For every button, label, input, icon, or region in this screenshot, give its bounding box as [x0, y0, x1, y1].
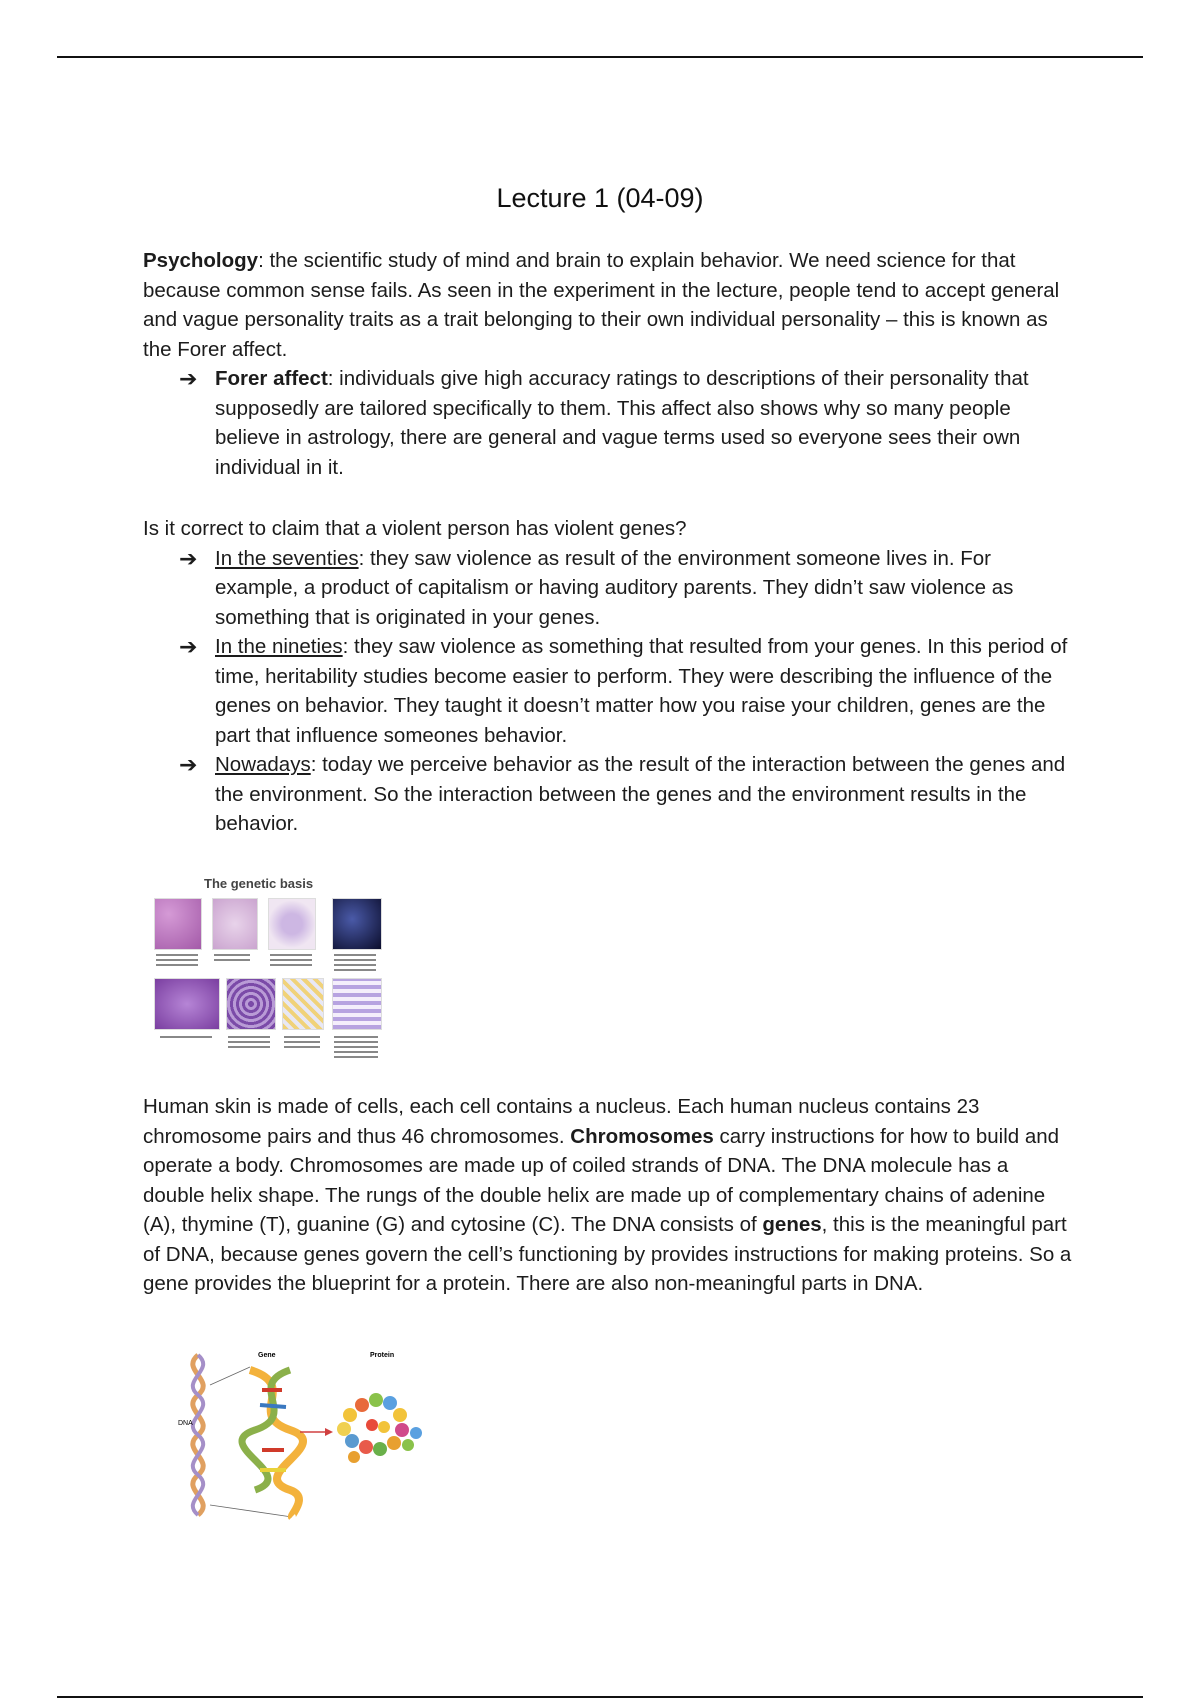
text-seventies: : they saw violence as result of the environment someone lives in. For example, a product of capitalism or having auditory parents. They didn’t saw violence as something that is originated in your genes.: [215, 546, 1014, 629]
bullet-nowadays: [143, 750, 1073, 839]
protein-beads: [337, 1393, 422, 1463]
bullet-seventies: [143, 544, 1073, 633]
forer-text: : individuals give high accuracy ratings to descriptions of their personality that supposedly are tailored specifically to them. This affect also shows why so many people believe in astrology, there are general and vague terms used so everyone sees their own individual in it.: [215, 367, 1029, 479]
chromosomes-image: [332, 898, 382, 950]
label-seventies: In the seventies: [215, 546, 359, 570]
bullet-nineties: [143, 632, 1073, 750]
arrow-right-icon: ➔: [179, 545, 198, 571]
chromosome-image: [154, 978, 220, 1030]
term-chromosomes: Chromosomes: [570, 1124, 714, 1148]
genes-question: Is it correct to claim that a violent person has violent genes?: [143, 517, 687, 540]
text-nineties: : they saw violence as something that resulted from your genes. In this period of time, heritability studies become easier to perform. They were describing the influence of the genes on behavior. They taught it doesn’t matter how you raise your children, genes are the part that influence someones behavior.: [215, 635, 1068, 747]
nucleus-image: [268, 898, 316, 950]
intro-definition: : the scientific study of mind and brain to explain behavior. We need science for that because common sense fails. As seen in the experiment in the lecture, people tend to accept general and vague personality traits as a trait belonging to their own individual personality – this is known as the Forer affect.: [143, 249, 1060, 361]
bullet-forer: [143, 364, 1073, 482]
text-nowadays: : today we perceive behavior as the result of the interaction between the genes and the environment. So the interaction between the genes and the environment results in the behavior.: [215, 753, 1066, 835]
dna-paragraph: Human skin is made of cells, each cell contains a nucleus. Each human nucleus contains 23 chromosome pairs and thus 46 chromosomes. Chromosomes carry instructions for how to build and operate a body. Chromosomes are made up of coiled strands of DNA. The DNA molecule has a double helix shape. The rungs of the double helix are made up of complementary chains of adenine (A), thymine (T), guanine (G) and cytosine (C). The DNA consists of genes, this is the meaningful part of DNA, because genes govern the cell’s functioning by provides instructions for making proteins. So a gene provides the blueprint for a protein. There are also non-meaningful parts in DNA.: [143, 1095, 1072, 1295]
base-pairs-image: [332, 978, 382, 1030]
caption-5: [160, 1036, 212, 1041]
caption-2: [214, 954, 250, 964]
label-dna: DNA: [178, 1420, 193, 1427]
gene-protein-figure: [150, 1345, 470, 1540]
intro-bullets: [143, 364, 1073, 482]
genetic-basis-figure: [150, 876, 390, 1066]
figure-title: The genetic basis: [204, 876, 314, 891]
arrow-right-icon: ➔: [179, 366, 198, 391]
caption-1: [156, 954, 198, 969]
caption-3: [270, 954, 312, 969]
intro-section: [143, 246, 1073, 482]
dna-section: [143, 1092, 1073, 1299]
label-nowadays: Nowadays: [215, 753, 311, 776]
intro-paragraph: [143, 246, 1073, 364]
caption-6: [228, 1036, 270, 1051]
page-title: Lecture 1 (04-09): [496, 183, 704, 213]
arrow-right-icon: ➔: [179, 634, 198, 659]
double-helix-image: [282, 978, 324, 1030]
genes-section: [143, 514, 1073, 839]
coiled-dna-image: [226, 978, 276, 1030]
caption-7: [284, 1036, 320, 1051]
gene-protein-diagram: [150, 1345, 470, 1540]
genes-bullets: [143, 544, 1073, 839]
term-genes: genes: [762, 1213, 822, 1236]
caption-4: [334, 954, 376, 974]
term-forer-affect: Forer affect: [215, 367, 328, 390]
arrow-right-icon: ➔: [179, 752, 198, 777]
skin-cells-image: [154, 898, 202, 950]
footer-rule: [57, 1696, 1143, 1698]
label-protein: Protein: [370, 1352, 395, 1359]
cell-image: [212, 898, 258, 950]
term-psychology: Psychology: [143, 249, 259, 272]
label-gene: Gene: [258, 1352, 276, 1359]
label-nineties: In the nineties: [215, 635, 343, 658]
header-rule: [57, 56, 1143, 58]
caption-8: [334, 1036, 378, 1061]
